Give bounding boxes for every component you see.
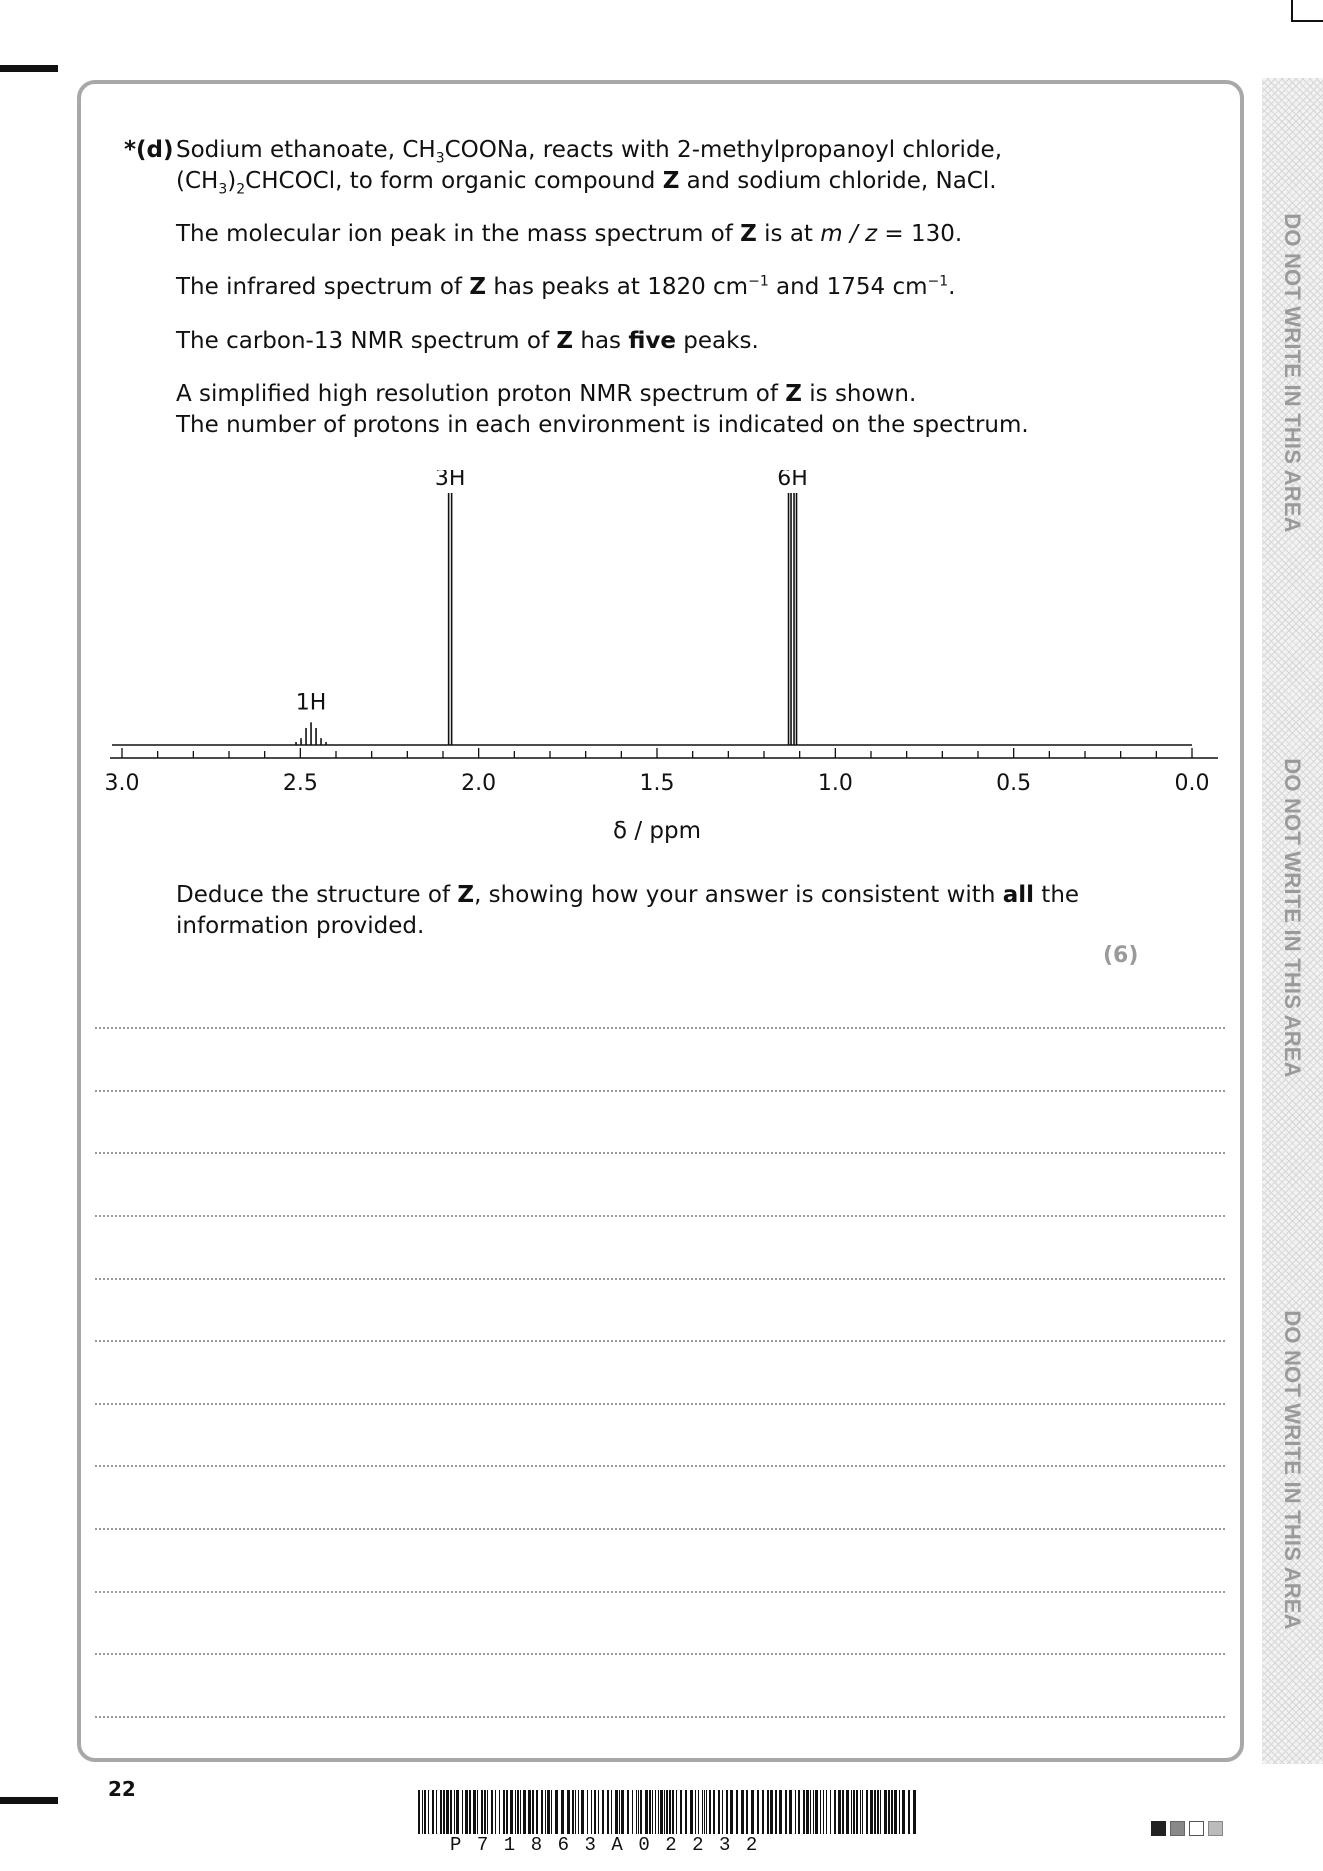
barcode-bar — [491, 1790, 493, 1834]
barcode-bar — [428, 1790, 429, 1834]
barcode-bar — [767, 1790, 769, 1834]
barcode-bar — [866, 1790, 868, 1834]
barcode-bar — [615, 1790, 618, 1834]
barcode-bar — [454, 1790, 455, 1834]
barcode-bar — [477, 1790, 478, 1834]
barcode-bar — [456, 1790, 459, 1834]
barcode-bar — [751, 1790, 754, 1834]
barcode-bar — [660, 1790, 663, 1834]
mass-spectrum-text: The molecular ion peak in the mass spectrum of Z is at m / z = 130. — [176, 221, 963, 247]
barcode-bar — [874, 1790, 876, 1834]
peak-1h — [296, 690, 327, 745]
barcode-bar — [795, 1790, 796, 1834]
barcode-bar — [888, 1790, 890, 1834]
barcode-bar — [602, 1790, 604, 1834]
barcode-bar — [532, 1790, 534, 1834]
x-axis-label: δ / ppm — [612, 818, 702, 844]
barcode-bar — [880, 1790, 881, 1834]
barcode-bar — [424, 1790, 426, 1834]
barcode-bar — [813, 1790, 814, 1834]
page-square-2 — [1170, 1821, 1185, 1836]
barcode-bar — [591, 1790, 592, 1834]
answer-line[interactable] — [95, 1528, 1225, 1530]
barcode-bar — [465, 1790, 468, 1834]
barcode-bar — [860, 1790, 861, 1834]
answer-line[interactable] — [95, 1152, 1225, 1154]
barcode-bar — [506, 1790, 508, 1834]
barcode-bar — [541, 1790, 543, 1834]
barcode-bar — [446, 1790, 449, 1834]
barcode-bar — [823, 1790, 824, 1834]
barcode-bar — [846, 1790, 849, 1834]
nmr-intro-line-1: A simplified high resolution proton NMR spectrum of Z is shown. — [176, 381, 917, 407]
nmr-spectrum-chart — [100, 470, 1230, 860]
barcode-bar — [664, 1790, 665, 1834]
barcode-bar — [462, 1790, 463, 1834]
question-line-2: $(CH_3)_2CHCOCl$, to form organic compound Z and sodium chloride, NaCl. — [176, 168, 997, 198]
barcode-bar — [718, 1790, 720, 1834]
barcode-bar — [680, 1790, 682, 1834]
peak-label: 6H — [777, 470, 808, 491]
barcode-bar — [440, 1790, 442, 1834]
barcode-bar — [899, 1790, 900, 1834]
barcode-bar — [785, 1790, 787, 1834]
barcode-bar — [736, 1790, 738, 1834]
barcode-bar — [469, 1790, 471, 1834]
barcode-bar — [594, 1790, 596, 1834]
answer-line[interactable] — [95, 1403, 1225, 1405]
barcode-bar — [862, 1790, 863, 1834]
barcode-bar — [567, 1790, 570, 1834]
barcode-bar — [499, 1790, 500, 1834]
peak-3h — [435, 470, 466, 745]
barcode-bar — [598, 1790, 599, 1834]
barcode-bar — [820, 1790, 821, 1834]
barcode-bar — [798, 1790, 800, 1834]
barcode-bar — [706, 1790, 707, 1834]
barcode-bar — [789, 1790, 792, 1834]
barcode-bar — [669, 1790, 671, 1834]
barcode-bar — [636, 1790, 637, 1834]
answer-line[interactable] — [95, 1465, 1225, 1467]
barcode-bar — [655, 1790, 656, 1834]
barcode-bar — [619, 1790, 620, 1834]
barcode-bar — [870, 1790, 873, 1834]
barcode-bar — [730, 1790, 733, 1834]
barcode-text: P71863A02232 — [450, 1834, 773, 1856]
barcode-bar — [713, 1790, 715, 1834]
question-label: *(d) — [124, 137, 174, 163]
barcode-bar — [520, 1790, 521, 1834]
barcode-bar — [545, 1790, 546, 1834]
x-tick-label: 0.5 — [996, 771, 1032, 796]
barcode-bar — [851, 1790, 852, 1834]
barcode-bar — [551, 1790, 552, 1834]
answer-line[interactable] — [95, 1027, 1225, 1029]
peak-label: 1H — [295, 690, 327, 716]
answer-line[interactable] — [95, 1653, 1225, 1655]
marks-indicator: (6) — [1103, 943, 1139, 968]
barcode-bar — [561, 1790, 564, 1834]
barcode-bar — [555, 1790, 558, 1834]
barcode-bar — [572, 1790, 574, 1834]
barcode-bar — [547, 1790, 550, 1834]
barcode-bar — [757, 1790, 759, 1834]
barcode-bar — [834, 1790, 836, 1834]
barcode-bar — [779, 1790, 782, 1834]
deduce-line-1: Deduce the structure of Z, showing how your answer is consistent with all the — [176, 882, 1080, 908]
barcode-bar — [495, 1790, 496, 1834]
x-tick-label: 3.0 — [104, 771, 140, 796]
barcode-bar — [436, 1790, 437, 1834]
barcode-bar — [913, 1790, 916, 1834]
registration-mark-top — [0, 65, 58, 72]
barcode-bar — [709, 1790, 711, 1834]
barcode-bar — [515, 1790, 516, 1834]
page-square-4 — [1208, 1821, 1223, 1836]
barcode-bar — [775, 1790, 777, 1834]
barcode-bar — [826, 1790, 827, 1834]
barcode-bar — [432, 1790, 434, 1834]
barcode-bar — [902, 1790, 905, 1834]
barcode-bar — [894, 1790, 897, 1834]
barcode-bar — [762, 1790, 764, 1834]
crop-mark-horizontal — [1291, 20, 1323, 22]
barcode-bar — [884, 1790, 887, 1834]
barcode-bar — [638, 1790, 639, 1834]
barcode-bar — [484, 1790, 486, 1834]
barcode-bar — [503, 1790, 505, 1834]
barcode-bar — [536, 1790, 538, 1834]
page-number: 22 — [108, 1777, 136, 1801]
barcode-bar — [528, 1790, 531, 1834]
barcode-bar — [581, 1790, 584, 1834]
barcode-bar — [891, 1790, 893, 1834]
barcode-bar — [830, 1790, 831, 1834]
barcode-bar — [649, 1790, 651, 1834]
barcode-bar — [704, 1790, 705, 1834]
barcode-bar — [803, 1790, 805, 1834]
x-tick-label: 0.0 — [1174, 771, 1210, 796]
barcode-bar — [481, 1790, 483, 1834]
barcode-bar — [578, 1790, 579, 1834]
barcode-bar — [632, 1790, 633, 1834]
barcode-bar — [418, 1790, 420, 1834]
barcode-bar — [722, 1790, 723, 1834]
barcode-bar — [702, 1790, 703, 1834]
barcode-bar — [523, 1790, 526, 1834]
barcode-bar — [487, 1790, 488, 1834]
infrared-text: The infrared spectrum of Z has peaks at 1820 $cm^{-1}$ and 1754 $cm^{-1}$. — [176, 273, 956, 300]
barcode-bar — [685, 1790, 687, 1834]
peak-6h — [777, 470, 808, 745]
barcode-bar — [676, 1790, 677, 1834]
barcode-bar — [666, 1790, 668, 1834]
barcode-bar — [645, 1790, 648, 1834]
barcode-bar — [741, 1790, 744, 1834]
barcode-bar — [856, 1790, 858, 1834]
barcode-bar — [611, 1790, 612, 1834]
barcode-bar — [422, 1790, 423, 1834]
page-square-1 — [1151, 1821, 1166, 1836]
barcode-bar — [698, 1790, 699, 1834]
barcode-bar — [838, 1790, 841, 1834]
barcode-bar — [627, 1790, 629, 1834]
barcode-bar — [473, 1790, 476, 1834]
barcode-bar — [575, 1790, 576, 1834]
barcode-bar — [853, 1790, 855, 1834]
barcode-bar — [450, 1790, 452, 1834]
question-line-1: Sodium ethanoate, $CH_3COONa$, reacts with 2-methylpropanoyl chloride, — [176, 137, 1003, 167]
barcode-bar — [510, 1790, 513, 1834]
answer-line[interactable] — [95, 1215, 1225, 1217]
barcode-bar — [770, 1790, 773, 1834]
page-square-3 — [1189, 1821, 1204, 1836]
crop-mark — [1291, 0, 1293, 22]
barcode — [415, 1790, 920, 1834]
answer-line[interactable] — [95, 1090, 1225, 1092]
x-tick-label: 2.0 — [461, 771, 497, 796]
barcode-bar — [726, 1790, 728, 1834]
barcode-bar — [443, 1790, 445, 1834]
barcode-bar — [908, 1790, 910, 1834]
barcode-bar — [695, 1790, 696, 1834]
barcode-bar — [587, 1790, 588, 1834]
barcode-bar — [810, 1790, 811, 1834]
barcode-bar — [746, 1790, 748, 1834]
barcode-bar — [658, 1790, 659, 1834]
x-tick-label: 1.5 — [639, 771, 675, 796]
peak-label: 3H — [434, 470, 466, 491]
barcode-bar — [877, 1790, 879, 1834]
barcode-bar — [652, 1790, 653, 1834]
answer-line[interactable] — [95, 1716, 1225, 1718]
answer-line[interactable] — [95, 1278, 1225, 1280]
barcode-bar — [690, 1790, 693, 1834]
nmr-intro-line-2: The number of protons in each environment is indicated on the spectrum. — [176, 412, 1029, 438]
carbon-13-text: The carbon-13 NMR spectrum of Z has five peaks. — [176, 328, 759, 354]
registration-mark-bottom — [0, 1797, 58, 1804]
barcode-bar — [621, 1790, 624, 1834]
x-tick-label: 1.0 — [817, 771, 853, 796]
barcode-bar — [640, 1790, 642, 1834]
answer-line[interactable] — [95, 1591, 1225, 1593]
x-tick-label: 2.5 — [282, 771, 318, 796]
deduce-line-2: information provided. — [176, 913, 425, 939]
barcode-bar — [672, 1790, 674, 1834]
barcode-bar — [607, 1790, 609, 1834]
answer-line[interactable] — [95, 1340, 1225, 1342]
barcode-bar — [815, 1790, 818, 1834]
barcode-bar — [517, 1790, 519, 1834]
barcode-bar — [842, 1790, 844, 1834]
barcode-bar — [806, 1790, 809, 1834]
